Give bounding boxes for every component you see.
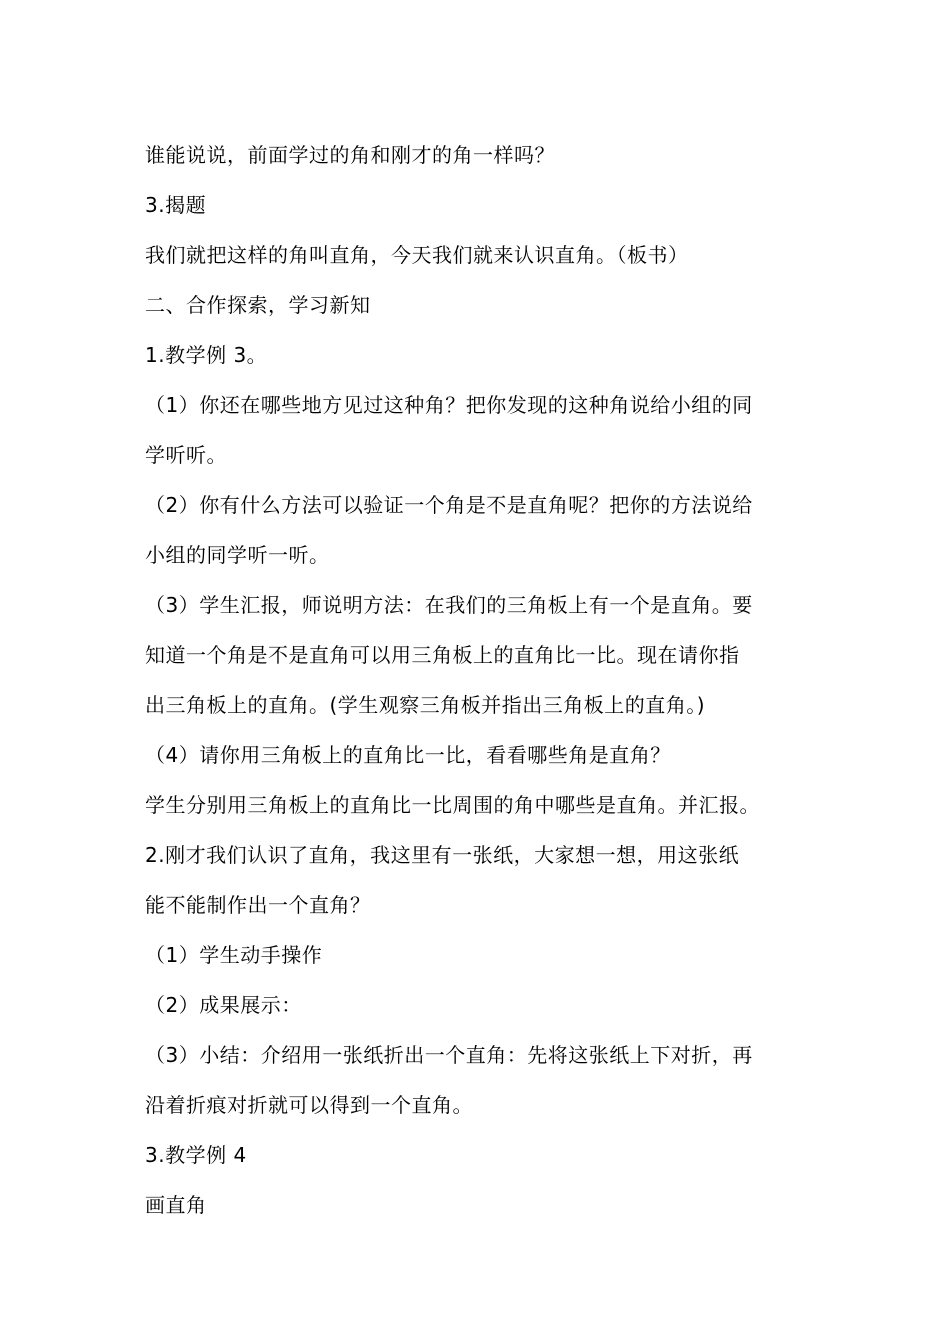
section-heading: 1.教学例 3。 xyxy=(145,343,268,367)
text-line: 小组的同学听一听。 xyxy=(145,543,330,567)
text-line: （1）学生动手操作 xyxy=(145,943,323,967)
text-line: 画直角 xyxy=(145,1193,207,1217)
section-heading: 二、合作探索，学习新知 xyxy=(145,293,371,317)
text-line: 沿着折痕对折就可以得到一个直角。 xyxy=(145,1093,473,1117)
text-line: 学生分别用三角板上的直角比一比周围的角中哪些是直角。并汇报。 xyxy=(145,793,760,817)
text-line: （3）小结：介绍用一张纸折出一个直角：先将这张纸上下对折，再 xyxy=(145,1043,753,1067)
text-line: 我们就把这样的角叫直角，今天我们就来认识直角。（板书） xyxy=(145,243,689,267)
text-line: （3）学生汇报，师说明方法：在我们的三角板上有一个是直角。要 xyxy=(145,593,753,617)
text-line: 谁能说说，前面学过的角和刚才的角一样吗？ xyxy=(145,143,555,167)
text-line: （2）成果展示： xyxy=(145,993,302,1017)
section-heading: 3.揭题 xyxy=(145,193,207,217)
text-line: （1）你还在哪些地方见过这种角？把你发现的这种角说给小组的同 xyxy=(145,393,753,417)
text-line: （4）请你用三角板上的直角比一比，看看哪些角是直角？ xyxy=(145,743,671,767)
text-line: （2）你有什么方法可以验证一个角是不是直角呢？把你的方法说给 xyxy=(145,493,753,517)
section-heading: 3.教学例 4 xyxy=(145,1143,247,1167)
text-line: 学听听。 xyxy=(145,443,227,467)
text-line: 能不能制作出一个直角？ xyxy=(145,893,371,917)
text-line: 出三角板上的直角。(学生观察三角板并指出三角板上的直角。) xyxy=(145,693,706,717)
document-body xyxy=(145,130,815,1230)
text-line: 2.刚才我们认识了直角，我这里有一张纸，大家想一想，用这张纸 xyxy=(145,843,740,867)
text-line: 知道一个角是不是直角可以用三角板上的直角比一比。现在请你指 xyxy=(145,643,740,667)
